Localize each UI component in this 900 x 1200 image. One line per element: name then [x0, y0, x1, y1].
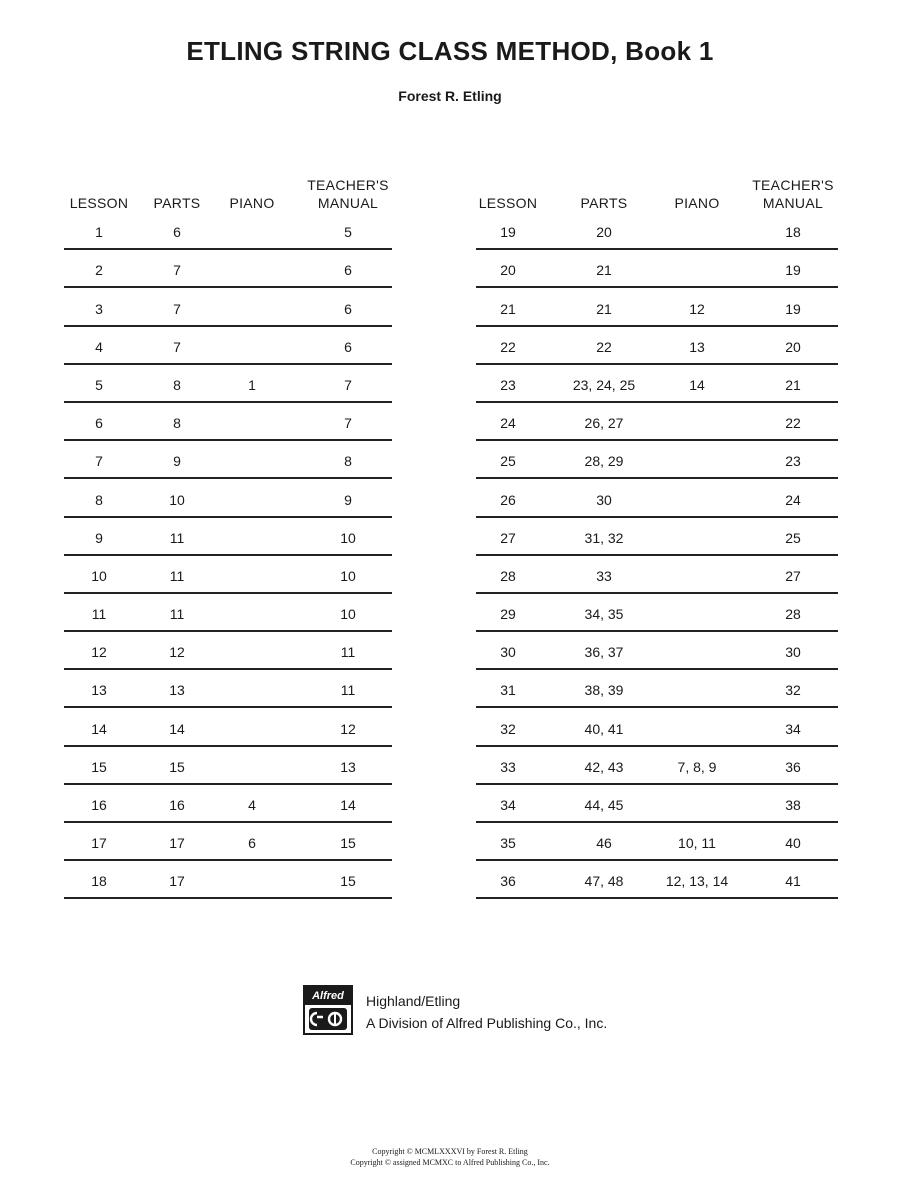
- manual-cell: 15: [340, 873, 356, 890]
- parts-cell: 17: [169, 835, 185, 852]
- lesson-cell: 28: [500, 567, 516, 584]
- manual-cell: 12: [340, 720, 356, 737]
- table-row: [64, 632, 392, 670]
- piano-cell: 7, 8, 9: [677, 758, 717, 775]
- parts-cell: 47, 48: [584, 873, 624, 890]
- parts-cell: 22: [596, 338, 612, 355]
- parts-cell: 11: [169, 567, 185, 584]
- parts-cell: 16: [169, 797, 185, 813]
- table-row: [476, 594, 838, 632]
- lesson-cell: 16: [91, 797, 107, 813]
- manual-cell: 22: [785, 415, 801, 432]
- table-row: [64, 556, 392, 594]
- lesson-cell: 3: [95, 300, 103, 317]
- table-header: [64, 168, 392, 212]
- parts-cell: 26, 27: [584, 415, 624, 432]
- piano-cell: 14: [689, 376, 705, 393]
- manual-cell: 14: [340, 797, 356, 813]
- manual-cell: 6: [344, 338, 352, 355]
- parts-cell: 31, 32: [584, 529, 624, 546]
- table-row: [476, 441, 838, 479]
- piano-cell: 13: [689, 338, 705, 355]
- manual-cell: 40: [785, 835, 801, 852]
- lesson-cell: 12: [91, 644, 107, 661]
- parts-cell: 34, 35: [584, 606, 624, 623]
- header-manual-line1: TEACHER'S: [307, 177, 389, 193]
- parts-cell: 23, 24, 25: [572, 376, 636, 393]
- lesson-cell: 8: [95, 491, 103, 508]
- parts-cell: 17: [169, 873, 185, 890]
- lesson-cell: 1: [95, 224, 103, 241]
- piano-cell: 1: [248, 376, 256, 393]
- manual-cell: 5: [344, 224, 352, 241]
- lesson-cell: 13: [91, 682, 107, 699]
- manual-cell: 38: [785, 797, 801, 813]
- lesson-cell: 15: [91, 758, 107, 775]
- piano-cell: 6: [248, 835, 256, 852]
- manual-cell: 10: [340, 529, 356, 546]
- parts-cell: 7: [173, 300, 181, 317]
- parts-cell: 9: [173, 453, 181, 470]
- header-manual-line2: MANUAL: [317, 195, 379, 211]
- header-lesson: LESSON: [69, 195, 129, 211]
- table-row: [64, 288, 392, 326]
- parts-cell: 21: [596, 262, 612, 279]
- parts-cell: 40, 41: [584, 720, 624, 737]
- lesson-cell: 14: [91, 720, 107, 737]
- parts-cell: 12: [169, 644, 185, 661]
- manual-cell: 19: [785, 300, 801, 317]
- table-row: [64, 708, 392, 746]
- table-body: [64, 212, 392, 899]
- copyright-line1: Copyright © MCMLXXXVI by Forest R. Etling: [372, 1147, 528, 1156]
- table-row: [64, 403, 392, 441]
- parts-cell: 8: [173, 415, 181, 432]
- header-parts: PARTS: [153, 195, 201, 211]
- page-title: ETLING STRING CLASS METHOD, Book 1: [186, 36, 714, 66]
- lesson-cell: 11: [91, 606, 107, 623]
- parts-cell: 28, 29: [584, 453, 624, 470]
- table-row: [476, 747, 838, 785]
- table-row: [476, 785, 838, 823]
- table-row: [476, 365, 838, 403]
- parts-cell: 11: [169, 529, 185, 546]
- header-piano: PIANO: [229, 195, 275, 211]
- manual-cell: 34: [785, 720, 801, 737]
- table-header: [476, 168, 838, 212]
- manual-cell: 27: [785, 567, 801, 584]
- alfred-logo: [303, 985, 353, 1035]
- manual-cell: 7: [344, 415, 352, 432]
- manual-cell: 11: [340, 644, 356, 661]
- table-row: [64, 823, 392, 861]
- manual-cell: 7: [344, 376, 352, 393]
- lesson-cell: 23: [500, 376, 516, 393]
- lesson-cell: 26: [500, 491, 516, 508]
- parts-cell: 7: [173, 262, 181, 279]
- lesson-cell: 24: [500, 415, 516, 432]
- table-row: [64, 441, 392, 479]
- lesson-cell: 34: [500, 797, 516, 813]
- manual-cell: 32: [785, 682, 801, 699]
- lesson-cell: 30: [500, 644, 516, 661]
- table-row: [476, 250, 838, 288]
- lesson-cell: 36: [500, 873, 516, 890]
- lesson-cell: 4: [95, 338, 103, 355]
- lesson-cell: 22: [500, 338, 516, 355]
- manual-cell: 21: [785, 376, 801, 393]
- manual-cell: 30: [785, 644, 801, 661]
- piano-cell: 12: [689, 300, 705, 317]
- copyright-line2: Copyright © assigned MCMXC to Alfred Publishing Co., Inc.: [350, 1158, 550, 1167]
- parts-cell: 7: [173, 338, 181, 355]
- table-row: [476, 327, 838, 365]
- table-row: [476, 708, 838, 746]
- header-teachers-manual: [748, 176, 838, 212]
- parts-cell: 10: [169, 491, 185, 508]
- table-row: [64, 212, 392, 250]
- lesson-cell: 17: [91, 835, 107, 852]
- table-row: [476, 212, 838, 250]
- lesson-cell: 18: [91, 873, 107, 890]
- table-row: [476, 670, 838, 708]
- parts-cell: 6: [173, 224, 181, 241]
- header-lesson: LESSON: [478, 195, 538, 211]
- table-row: [476, 518, 838, 556]
- parts-cell: 30: [596, 491, 612, 508]
- table-row: [64, 861, 392, 899]
- table-row: [476, 288, 838, 326]
- parts-cell: 42, 43: [584, 758, 624, 775]
- parts-cell: 46: [596, 835, 612, 852]
- manual-cell: 28: [785, 606, 801, 623]
- table-row: [64, 785, 392, 823]
- manual-cell: 19: [785, 262, 801, 279]
- table-body: [476, 212, 838, 899]
- parts-cell: 13: [169, 682, 185, 699]
- parts-cell: 33: [596, 567, 612, 584]
- manual-cell: 10: [340, 567, 356, 584]
- lesson-table-left: [64, 168, 392, 899]
- parts-cell: 21: [596, 300, 612, 317]
- parts-cell: 14: [169, 720, 185, 737]
- lesson-cell: 27: [500, 529, 516, 546]
- manual-cell: 6: [344, 300, 352, 317]
- lesson-cell: 20: [500, 262, 516, 279]
- lesson-cell: 33: [500, 758, 516, 775]
- parts-cell: 8: [173, 376, 181, 393]
- publisher-info: [366, 990, 607, 1034]
- manual-cell: 18: [785, 224, 801, 241]
- manual-cell: 15: [340, 835, 356, 852]
- table-row: [64, 518, 392, 556]
- header-manual-line1: TEACHER'S: [752, 177, 834, 193]
- manual-cell: 11: [340, 682, 356, 699]
- logo-text: Alfred: [305, 987, 351, 1005]
- lesson-cell: 32: [500, 720, 516, 737]
- lesson-cell: 9: [95, 529, 103, 546]
- lesson-cell: 2: [95, 262, 103, 279]
- lesson-cell: 29: [500, 606, 516, 623]
- manual-cell: 24: [785, 491, 801, 508]
- lesson-cell: 21: [500, 300, 516, 317]
- lesson-cell: 5: [95, 376, 103, 393]
- lesson-cell: 7: [95, 453, 103, 470]
- table-row: [476, 479, 838, 517]
- manual-cell: 10: [340, 606, 356, 623]
- table-row: [476, 632, 838, 670]
- lesson-cell: 35: [500, 835, 516, 852]
- publisher-line2: A Division of Alfred Publishing Co., Inc.: [366, 1015, 608, 1031]
- manual-cell: 6: [344, 262, 352, 279]
- copyright-notice: [0, 1146, 900, 1168]
- lesson-cell: 25: [500, 453, 516, 470]
- table-row: [476, 861, 838, 899]
- manual-cell: 41: [785, 873, 801, 890]
- table-row: [64, 327, 392, 365]
- lesson-cell: 6: [95, 415, 103, 432]
- manual-cell: 13: [340, 758, 356, 775]
- header-parts: PARTS: [580, 195, 628, 211]
- table-row: [64, 479, 392, 517]
- table-row: [64, 670, 392, 708]
- header-piano: PIANO: [674, 195, 720, 211]
- manual-cell: 23: [785, 453, 801, 470]
- manual-cell: 8: [344, 453, 352, 470]
- table-row: [476, 556, 838, 594]
- manual-cell: 25: [785, 529, 801, 546]
- lesson-cell: 19: [500, 224, 516, 241]
- table-row: [476, 823, 838, 861]
- manual-cell: 36: [785, 758, 801, 775]
- parts-cell: 11: [169, 606, 185, 623]
- piano-cell: 10, 11: [678, 835, 716, 852]
- manual-cell: 9: [344, 491, 352, 508]
- parts-cell: 15: [169, 758, 185, 775]
- table-row: [64, 250, 392, 288]
- lesson-cell: 31: [500, 682, 516, 699]
- table-row: [64, 365, 392, 403]
- table-row: [476, 403, 838, 441]
- parts-cell: 38, 39: [584, 682, 624, 699]
- logo-emblem-icon: [305, 1005, 351, 1033]
- header-teachers-manual: [304, 176, 392, 212]
- piano-cell: 4: [248, 797, 256, 813]
- table-row: [64, 594, 392, 632]
- parts-cell: 44, 45: [584, 797, 624, 813]
- lesson-table-right: [476, 168, 838, 899]
- piano-cell: 12, 13, 14: [665, 873, 729, 890]
- lesson-cell: 10: [91, 567, 107, 584]
- manual-cell: 20: [785, 338, 801, 355]
- header-manual-line2: MANUAL: [762, 195, 824, 211]
- parts-cell: 20: [596, 224, 612, 241]
- publisher-line1: Highland/Etling: [366, 993, 461, 1009]
- table-row: [64, 747, 392, 785]
- author-name: Forest R. Etling: [398, 88, 502, 104]
- parts-cell: 36, 37: [584, 644, 624, 661]
